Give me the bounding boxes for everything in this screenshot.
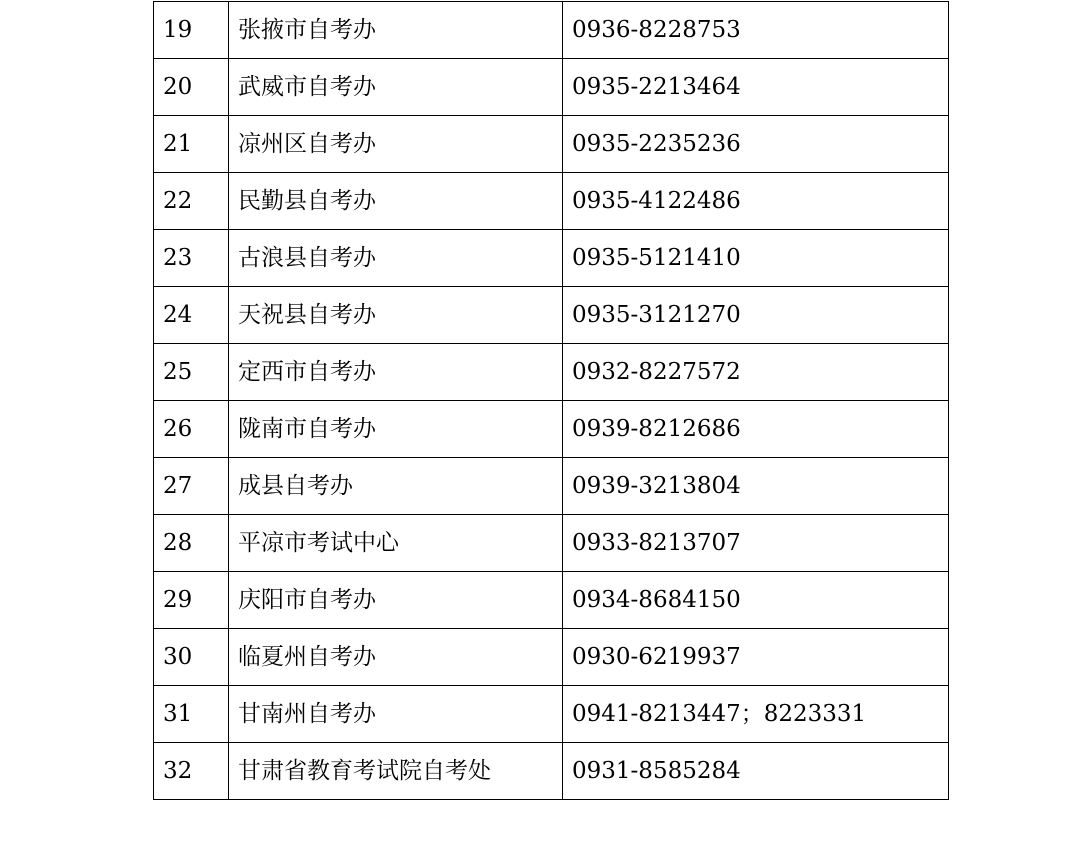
phone-number-cell: 0931-8585284: [563, 743, 949, 800]
office-name-cell: 天祝县自考办: [229, 287, 563, 344]
office-name-cell: 张掖市自考办: [229, 2, 563, 59]
table-row: [154, 2, 949, 59]
office-name-cell: 平凉市考试中心: [229, 515, 563, 572]
phone-number-cell: 0941-8213447；8223331: [563, 686, 949, 743]
table-row: [154, 515, 949, 572]
row-number-cell: 19: [154, 2, 229, 59]
office-name-cell: 临夏州自考办: [229, 629, 563, 686]
table-row: [154, 686, 949, 743]
row-number-cell: 31: [154, 686, 229, 743]
row-number-cell: 24: [154, 287, 229, 344]
office-name-cell: 武威市自考办: [229, 59, 563, 116]
table-row: [154, 344, 949, 401]
table-row: [154, 116, 949, 173]
row-number-cell: 27: [154, 458, 229, 515]
phone-number-cell: 0932-8227572: [563, 344, 949, 401]
phone-number-cell: 0933-8213707: [563, 515, 949, 572]
office-name-cell: 定西市自考办: [229, 344, 563, 401]
office-name-cell: 庆阳市自考办: [229, 572, 563, 629]
row-number-cell: 21: [154, 116, 229, 173]
contact-table-body: [154, 2, 949, 800]
row-number-cell: 26: [154, 401, 229, 458]
office-name-cell: 古浪县自考办: [229, 230, 563, 287]
row-number-cell: 29: [154, 572, 229, 629]
row-number-cell: 22: [154, 173, 229, 230]
table-row: [154, 59, 949, 116]
phone-number-cell: 0936-8228753: [563, 2, 949, 59]
phone-number-cell: 0935-3121270: [563, 287, 949, 344]
table-row: [154, 230, 949, 287]
phone-number-cell: 0935-2213464: [563, 59, 949, 116]
phone-number-cell: 0935-5121410: [563, 230, 949, 287]
table-row: [154, 572, 949, 629]
office-name-cell: 甘肃省教育考试院自考处: [229, 743, 563, 800]
row-number-cell: 30: [154, 629, 229, 686]
table-row: [154, 401, 949, 458]
row-number-cell: 25: [154, 344, 229, 401]
office-name-cell: 成县自考办: [229, 458, 563, 515]
office-name-cell: 甘南州自考办: [229, 686, 563, 743]
table-row: [154, 287, 949, 344]
row-number-cell: 23: [154, 230, 229, 287]
row-number-cell: 32: [154, 743, 229, 800]
phone-number-cell: 0939-3213804: [563, 458, 949, 515]
phone-number-cell: 0934-8684150: [563, 572, 949, 629]
phone-number-cell: 0935-2235236: [563, 116, 949, 173]
table-row: [154, 743, 949, 800]
row-number-cell: 28: [154, 515, 229, 572]
table-row: [154, 458, 949, 515]
phone-number-cell: 0939-8212686: [563, 401, 949, 458]
contact-table: [153, 1, 949, 800]
office-name-cell: 陇南市自考办: [229, 401, 563, 458]
phone-number-cell: 0930-6219937: [563, 629, 949, 686]
row-number-cell: 20: [154, 59, 229, 116]
table-row: [154, 629, 949, 686]
office-name-cell: 民勤县自考办: [229, 173, 563, 230]
table-row: [154, 173, 949, 230]
phone-number-cell: 0935-4122486: [563, 173, 949, 230]
office-name-cell: 凉州区自考办: [229, 116, 563, 173]
